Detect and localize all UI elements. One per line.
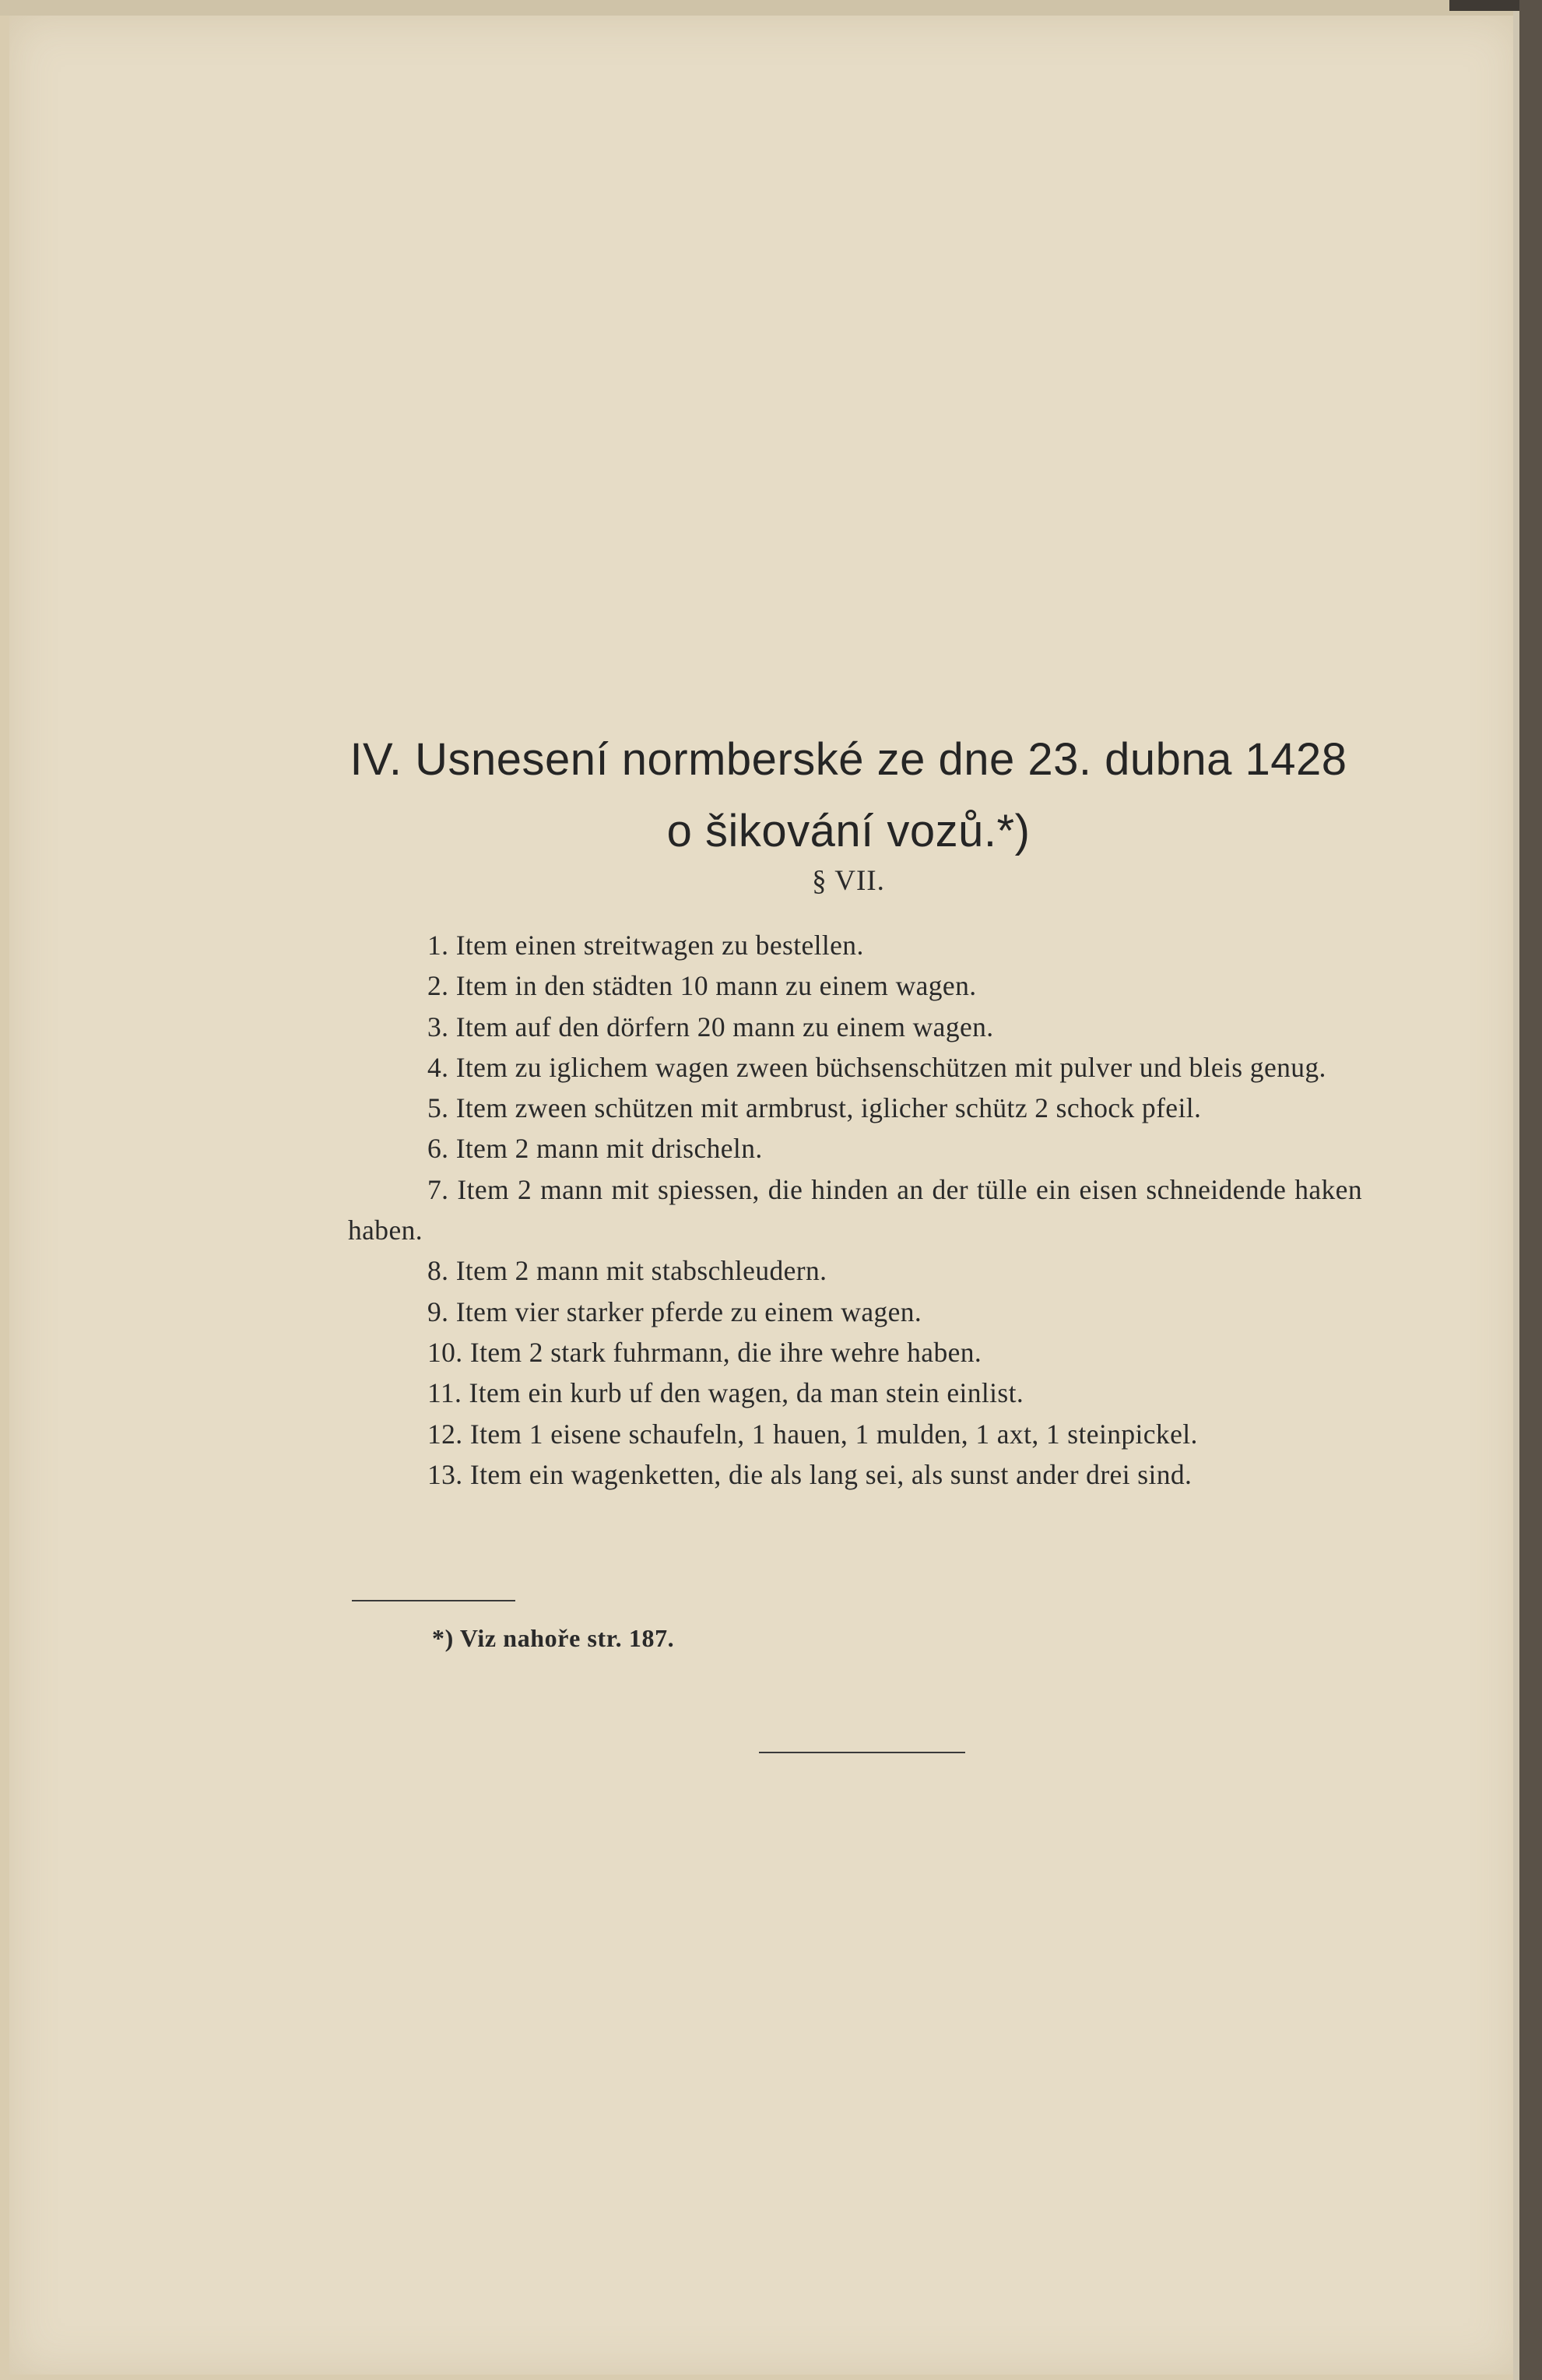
list-item-4: 4. Item zu iglichem wagen zween büchsenschützen mit pulver und bleis genug. [427, 1051, 1326, 1083]
article-list [348, 925, 1362, 1495]
list-item-13: 13. Item ein wagenketten, die als lang sei, als sunst ander drei sind. [427, 1458, 1193, 1490]
list-item-10: 10. Item 2 stark fuhrmann, die ihre wehre haben. [427, 1336, 982, 1368]
list-item-8: 8. Item 2 mann mit stabschleudern. [427, 1255, 827, 1287]
list-item-11: 11. Item ein kurb uf den wagen, da man stein einlist. [427, 1377, 1024, 1409]
footnote: *) Viz nahoře str. 187. [432, 1624, 675, 1652]
end-of-section-rule [759, 1752, 965, 1753]
list-item-12: 12. Item 1 eisene schaufeln, 1 hauen, 1 mulden, 1 axt, 1 steinpickel. [427, 1418, 1198, 1450]
list-item-1: 1. Item einen streitwagen zu bestellen. [427, 930, 864, 961]
list-item-7: 7. Item 2 mann mit spiessen, die hinden an der tülle ein eisen schneidende haken haben. [348, 1173, 1362, 1246]
list-item-3: 3. Item auf den dörfern 20 mann zu einem wagen. [427, 1011, 994, 1042]
scan-right-border [1519, 0, 1542, 2380]
list-item-6: 6. Item 2 mann mit drischeln. [427, 1133, 763, 1165]
list-item-9: 9. Item vier starker pferde zu einem wagen. [427, 1295, 922, 1327]
footnote-separator [352, 1600, 515, 1601]
heading-line-2: o šikování vozů.*) [666, 806, 1031, 856]
heading-line-1: IV. Usnesení normberské ze dne 23. dubna 1428 [349, 734, 1347, 785]
list-item-2: 2. Item in den städten 10 mann zu einem wagen. [427, 970, 977, 1002]
section-number: § VII. [812, 865, 885, 897]
scan-corner-mark [1449, 0, 1519, 11]
chapter-heading [342, 724, 1354, 867]
scan-top-edge [0, 0, 1542, 16]
list-item-5: 5. Item zween schützen mit armbrust, iglicher schütz 2 schock pfeil. [427, 1092, 1202, 1124]
